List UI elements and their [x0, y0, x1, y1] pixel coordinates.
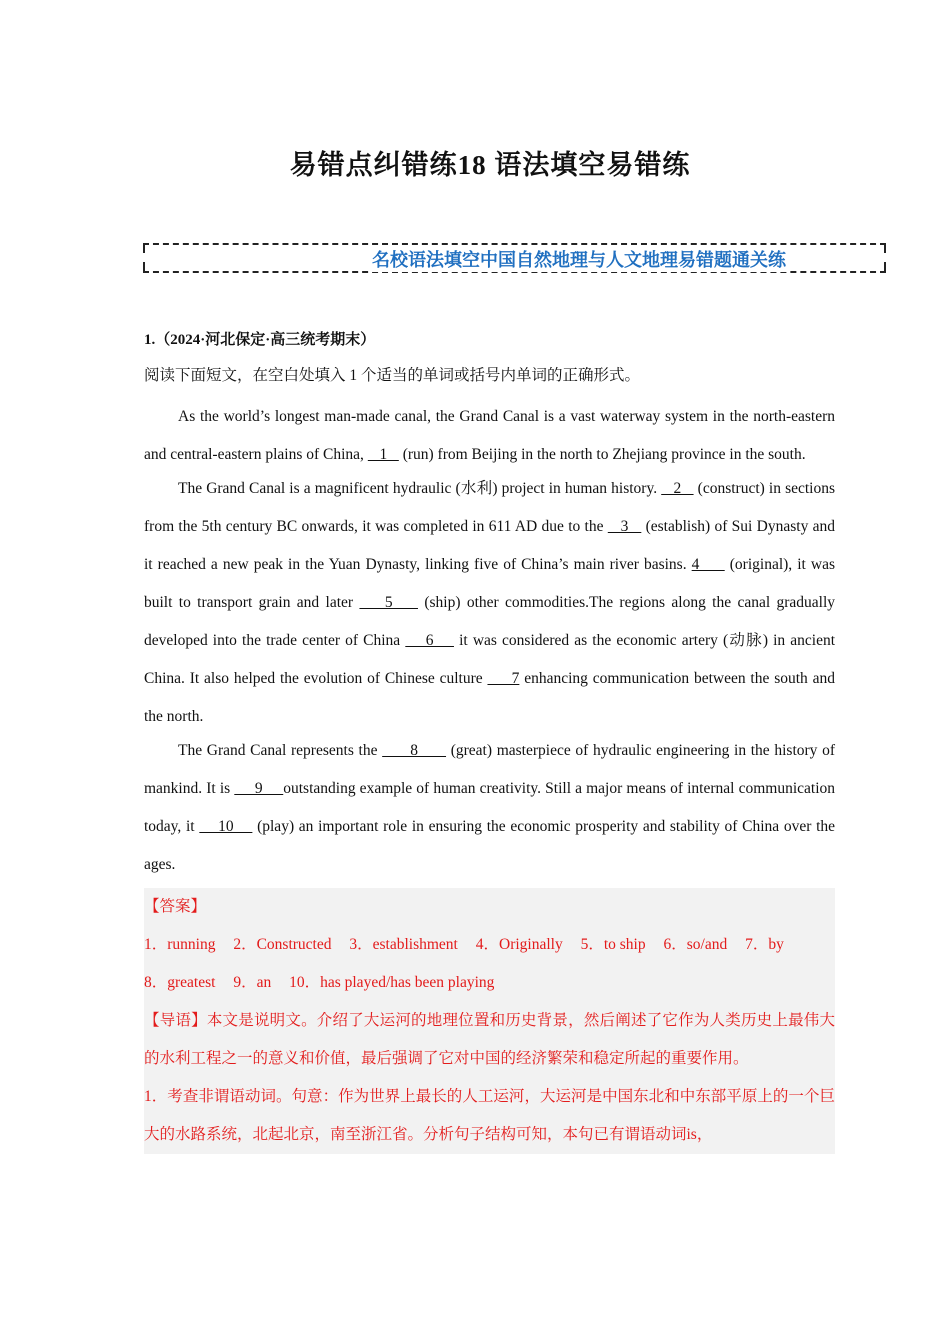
blank-6: 6 [405, 632, 454, 649]
blank-4: 4 [691, 556, 725, 573]
page-title: 易错点纠错练18 语法填空易错练 [289, 150, 691, 180]
answer-item: 3．establishment [349, 936, 458, 953]
answer-item: 8．greatest [144, 974, 216, 991]
passage-text: outstanding example of human creativity. Still a major means of internal communication today, it [144, 780, 836, 835]
blank-5: 5 [359, 594, 418, 611]
answer-list [144, 926, 835, 1002]
question-instruction: 阅读下面短文，在空白处填入 1 个适当的单词或括号内单词的正确形式。 [144, 367, 641, 384]
banner-corner-tl [143, 243, 145, 253]
answer-item: 6．so/and [663, 936, 728, 953]
passage-text: enhancing communication between the south and the north. [144, 670, 835, 725]
passage-text: it was considered as the economic artery (动脉) in ancient China. It also helped the evolution of Chinese culture [144, 632, 836, 687]
section-banner [143, 240, 886, 274]
passage-paragraph-1 [144, 398, 835, 474]
passage-text: (great) masterpiece of hydraulic engineering in the history of mankind. It is [144, 742, 836, 797]
passage-text: (ship) other commodities.The regions along the canal gradually developed into the trade center of China [144, 594, 836, 649]
passage-paragraph-2 [144, 470, 835, 736]
passage-text: The Grand Canal represents the [178, 742, 378, 759]
answer-item: 7．by [745, 936, 784, 953]
blank-2: 2 [661, 480, 694, 497]
answer-item: 4．Originally [475, 936, 563, 953]
answer-item: 1．running [144, 936, 216, 953]
answer-item: 5．to ship [580, 936, 646, 953]
blank-3: 3 [607, 518, 642, 535]
answer-intro: 【导语】本文是说明文。介绍了大运河的地理位置和历史背景，然后阐述了它作为人类历史上最伟大的水利工程之一的意义和价值，最后强调了它对中国的经济繁荣和稳定所起的重要作用。 [144, 1012, 835, 1067]
passage-text: (original), it was built to transport grain and later [144, 556, 836, 611]
answer-section [144, 888, 835, 1154]
passage-text: The Grand Canal is a magnificent hydraulic (水利) project in human history. [178, 480, 658, 497]
blank-7: 7 [487, 670, 520, 687]
passage-text: (construct) in sections from the 5th century BC onwards, it was completed in 611 AD due to the [144, 480, 836, 535]
answer-item: 10．has played/has been playing [289, 974, 495, 991]
blank-8: 8 [382, 742, 447, 759]
passage-paragraph-3 [144, 732, 835, 884]
blank-9: 9 [234, 780, 284, 797]
question-content [144, 326, 835, 1154]
question-header: 1.（2024·河北保定·高三统考期末） [144, 332, 376, 348]
answer-analysis-1: 1．考查非谓语动词。句意：作为世界上最长的人工运河，大运河是中国东北和中东部平原上的一个巨大的水路系统，北起北京，南至浙江省。分析句子结构可知，本句已有谓语动词is， [144, 1088, 835, 1143]
answer-label: 【答案】 [144, 898, 207, 915]
blank-10: 10 [199, 818, 253, 835]
blank-1: 1 [367, 446, 399, 463]
banner-corner-br [884, 262, 886, 272]
banner-top-border [143, 243, 886, 245]
banner-corner-bl [143, 262, 145, 272]
answer-item: 2．Constructed [233, 936, 332, 953]
banner-corner-tr [884, 243, 886, 253]
banner-text: 名校语法填空中国自然地理与人文地理易错题通关练 [369, 246, 789, 272]
answer-item: 9．an [233, 974, 272, 991]
passage-text: (establish) of Sui Dynasty and it reached a new peak in the Yuan Dynasty, linking five of China’s main river basins. [144, 518, 835, 573]
passage-text: (play) an important role in ensuring the economic prosperity and stability of China over the ages. [144, 818, 836, 873]
passage-text: As the world’s longest man-made canal, the Grand Canal is a vast waterway system in the north-eastern and central-eastern plains of China, [144, 408, 835, 463]
passage-text: (run) from Beijing in the north to Zhejiang province in the south. [402, 446, 806, 463]
